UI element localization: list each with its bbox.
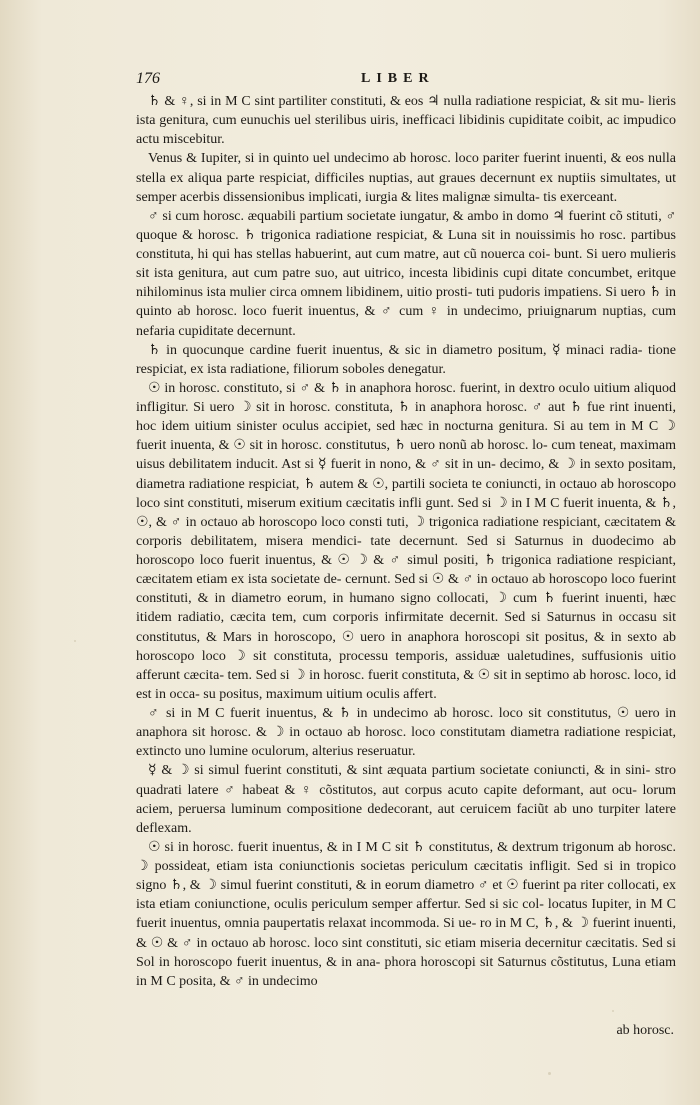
running-title: LIBER [361,71,435,86]
paragraph-8: ☉ si in horosc. fuerit inuentus, & in I M C sit ♄ constitutus, & dextrum trigonum ab horosc. ☽ possideat, etiam ista coniunctionis societas periculum cæcitatis infligit. Sed si in tropico signo ♄, & ☽ simul fuerint constituti, & in eorum diametro ♂ et ☉ fuerint pa riter collocati, ex ista etiam coniunctione, oculis periculum semper affertur. Sed si sic col- locatus Iupiter, in M C fuerit inuentus, omnia paupertatis relaxat incommoda. Si ue- ro in M C, ♄, & ☽ fuerint inuenti, & ☉ & ♂ in octauo ab horosc. loco sint constituti, sic etiam miseria decernitur cæcitatis. Sed si Sol in horoscopo fuerit inuentus, & in ana- phora horoscopi sit Saturnus cõstitutus, Luna etiam in M C posita, & ♂ in undecimo [136,839,676,989]
paper-fleck [612,1010,614,1012]
paragraph-2: Venus & Iupiter, si in quinto uel undecimo ab horosc. loco pariter fuerint inuenti, & eos nulla stella ex aliqua parte respiciat, difficiles nuptias, aut graues decernunt ex nuptiis simultates, ut semper acerbis dissensionibus implicati, iurgia & lites malignæ simulta- tis exerceant. [136,151,676,205]
paragraph-4: ♄ in quocunque cardine fuerit inuentus, & sic in diametro positum, ☿ minaci radia- tione respiciat, ex ista radiatione, filiorum soboles denegatur. [136,342,676,377]
paper-fleck [548,1072,551,1075]
paragraph-1: ♄ & ♀, si in M C sint partiliter constituti, & eos ♃ nulla radiatione respiciat, & sit mu- lieris ista genitura, cum eunuchis uel sterilibus uiris, inefficaci libidinis cupiditate coibit, ac impudico actu miscebitur. [136,94,676,148]
paragraph-3: ♂ si cum horosc. æquabili partium societate iungatur, & ambo in domo ♃ fuerint cõ stituti, ♂ quoque & horosc. ♄ trigonica radiatione respiciat, & Luna sit in nouissimis ho rosc. partibus constituta, hi qui has stellas habuerint, aut cum matre, aut cũ nouerca coi- bunt. Si uero mulieris sit ista genitura, aut cum patre suo, aut uitrico, incesta libidinis cupi ditate concumbet, eritque nihilominus ista mulier circa omnem libidinem, uitio prosti- tuti pudoris impatiens. Si uero ♄ in quinto ab horosc. loco fuerit inuentus, & ♂ cum ♀ in undecimo, priuignarum nuptias, cum nefaria cupiditate decernunt. [136,208,676,339]
text-block [136,92,676,991]
folio-number: 176 [136,70,160,87]
paragraph-5: ☉ in horosc. constituto, si ♂ & ♄ in anaphora horosc. fuerint, in dextro oculo uitium aliquod infligitur. Si uero ☽ sit in horosc. constituta, ♄ in anaphora horosc. ♂ aut ♄ fue rint inuenti, hoc idem uitium sinister oculus accipiet, sed hæc in nocturna genitura. Si au tem in M C ☽ fuerit inuenta, & ☉ sit in horosc. constitutus, ♄ uero nonũ ab horosc. lo- cum teneat, maximam uisus debilitatem inducit. Ast si ☿ fuerit in nono, & ♂ sit in un- decimo, & ☽ in sexto positam, diametra radiatione respiciat, ♄ autem & ☉, partili societa te coniuncti, in octauo ab horoscopo loco sint constituti, miserum exitium cæcitatis infli gunt. Sed si ☽ in I M C fuerit inuenta, & ♄, ☉, & ♂ in octauo ab horoscopo loco consti tuti, ☽ trigonica radiatione respiciant, cæcitatem & corporis debilitatem, misera mendici- tate decernunt. Sed si Saturnus in duodecimo ab horoscopo loco fuerit inuentus, & ☉ ☽ & ♂ simul positi, ♄ trigonica radiatione respiciant, cæcitatem etiam ex ista societate de- cernunt. Sed si ☉ & ♂ in octauo ab horoscopo loco fuerint constituti, & in diametro eorum, in humano signo collocati, ☽ cum ♄ fuerint inuenti, hæc itidem radiatio, cæcita tem, cum corporis infirmitate decernit. Sed si Saturnus in occasu sit constitutus, & Mars in horoscopo, ☉ uero in anaphora horoscopi sit positus, & in sexto ab horoscopo loco ☽ sit constituta, processu temporis, assiduæ ualetudines, suffusionis uitio afferunt cæcita- tem. Sed si ☽ in horosc. fuerit constituta, & ☉ sit in septimo ab horosc. loco, id est in occa- su positus, maximum uitium oculis affert. [136,380,676,702]
paragraph-7: ☿ & ☽ si simul fuerint constituti, & sint æquata partium societate coniuncti, & in sini- stro quadrati latere ♂ habeat & ♀ cõstitutos, aut corpus acuto capite deformant, aut ocu- lorum aciem, peruersa luminum compositione dedecorant, aut ceruicem faciũt ab uno turpiter latere deflexam. [136,763,676,836]
catchword: ab horosc. [616,1023,674,1038]
paragraph-6: ♂ si in M C fuerit inuentus, & ♄ in undecimo ab horosc. loco sit constitutus, ☉ uero in anaphora sit horosc. & ☽ in octauo ab horosc. loco constitutam diametra radiatione respiciat, extincto uno lumine oculorum, alterius reseruatur. [136,706,676,760]
page-header [136,70,676,92]
paper-fleck [74,640,76,642]
